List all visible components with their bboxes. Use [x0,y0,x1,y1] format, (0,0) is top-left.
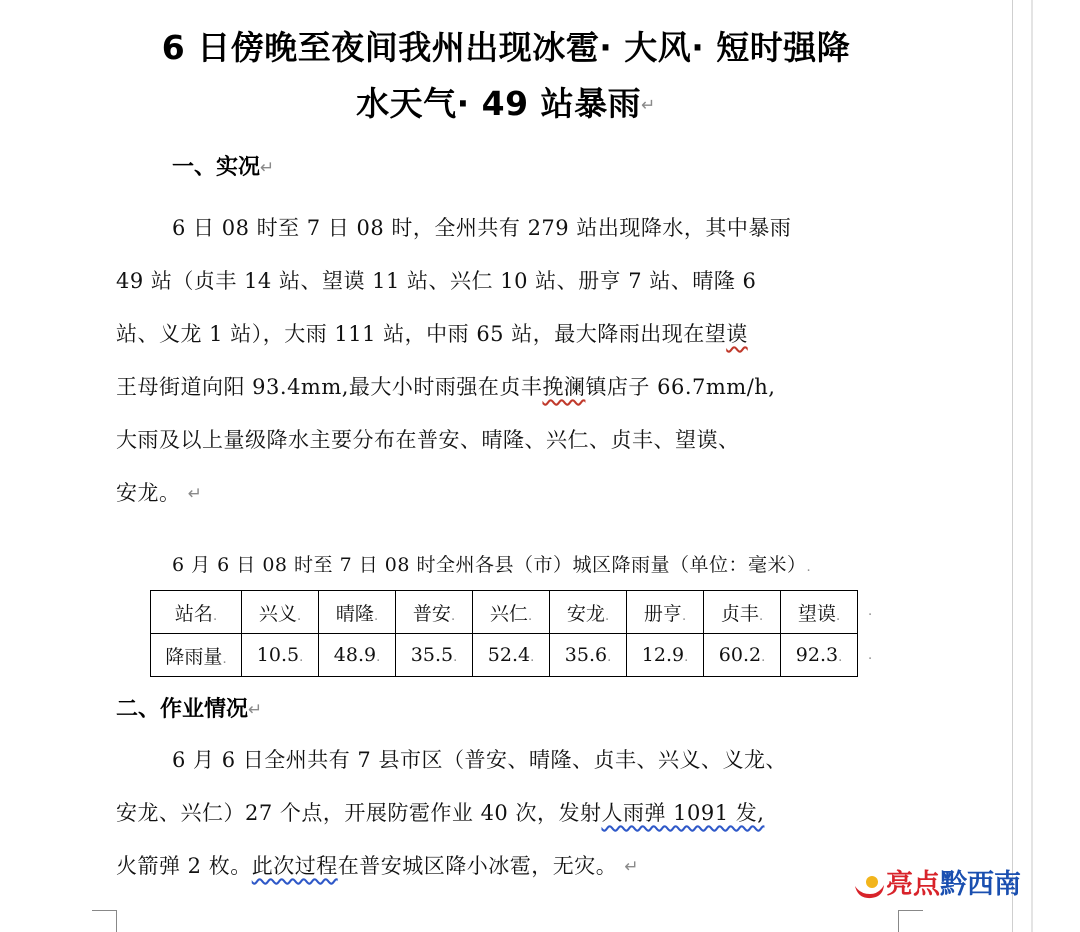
cell-mark: . [681,608,687,624]
cell-mark: . [212,608,218,624]
table-value-cell: 10.5. [242,634,319,677]
document-title-line-2: 水天气· 49 站暴雨↵ [356,84,656,123]
page-corner-mark-right [898,910,923,932]
table-value-cell: 35.5. [396,634,473,677]
paragraph-mark: ↵ [248,700,263,720]
body-line: 火箭弹 2 枚。此次过程在普安城区降小冰雹，无灾。 ↵ [116,854,640,878]
row-end-mark: . [868,648,873,663]
cell-mark: . [527,608,533,624]
cell-mark: . [761,650,766,665]
section-2-body [116,734,896,894]
table-station-cell: 兴仁. [473,591,550,634]
cell-mark: . [604,608,610,624]
section-1-body [116,202,896,521]
cell-mark: . [835,608,841,624]
table-station-cell: 贞丰. [704,591,781,634]
body-line: 6 日 08 时至 7 日 08 时，全州共有 279 站出现降水，其中暴雨 [172,216,792,240]
spellcheck-underline: 挽澜 [542,375,586,399]
table-station-cell: 兴义. [242,591,319,634]
paragraph-mark: ↵ [260,158,275,178]
table-value-cell: 12.9. [627,634,704,677]
rainfall-table [150,590,858,677]
page-corner-mark-left [92,910,117,932]
paragraph-mark: ↵ [641,95,656,116]
cell-mark: . [222,651,227,667]
cell-mark: . [376,650,381,665]
table-station-cell: 望谟. [781,591,858,634]
table-value-cell: 60.2. [704,634,781,677]
cell-mark: . [450,608,456,624]
paragraph-mark: ↵ [624,857,640,877]
cell-mark: . [373,608,379,624]
watermark-logo-icon [852,871,886,901]
document-title-line-1: 6 日傍晚至夜间我州出现冰雹· 大风· 短时强降 [161,28,851,67]
table-station-cell: 晴隆. [319,591,396,634]
table-station-cell: 普安. [396,591,473,634]
table-value-cell: 52.4. [473,634,550,677]
section-2-heading: 二、作业情况↵ [116,697,263,722]
cell-mark: . [530,650,535,665]
body-line: 安龙、兴仁）27 个点，开展防雹作业 40 次，发射人雨弹 1091 发, [116,801,765,825]
site-watermark: 亮点黔西南 [852,862,1021,901]
cell-mark: . [806,560,812,575]
scroll-track [1031,0,1033,932]
cell-mark: . [607,650,612,665]
table-value-cell: 48.9. [319,634,396,677]
body-line: 站、义龙 1 站），大雨 111 站，中雨 65 站，最大降雨出现在望谟 [116,322,748,346]
body-line: 49 站（贞丰 14 站、望谟 11 站、兴仁 10 站、册亨 7 站、晴隆 6 [116,269,757,293]
document-scroll-gutter [1012,0,1080,932]
table-row [151,634,858,677]
table-header-cell: 降雨量. [151,634,242,677]
table-row [151,591,858,634]
body-line: 6 月 6 日全州共有 7 县市区（普安、晴隆、贞丰、兴义、义龙、 [172,748,787,772]
cell-mark: . [838,650,843,665]
cell-mark: . [758,608,764,624]
spellcheck-underline: 谟 [726,322,748,346]
table-value-cell: 35.6. [550,634,627,677]
grammar-underline: 此次过程 [251,854,338,878]
table-header-cell: 站名. [151,591,242,634]
cell-mark: . [453,650,458,665]
cell-mark: . [684,650,689,665]
body-line: 大雨及以上量级降水主要分布在普安、晴隆、兴仁、贞丰、望谟、 [116,428,740,452]
grammar-underline: 人雨弹 1091 发, [601,801,765,825]
table-station-cell: 安龙. [550,591,627,634]
table-caption: 6 月 6 日 08 时至 7 日 08 时全州各县（市）城区降雨量（单位：毫米）. [172,554,812,576]
paragraph-mark: ↵ [187,484,203,504]
table-value-cell: 92.3. [781,634,858,677]
section-1-heading: 一、实况↵ [172,155,275,180]
cell-mark: . [299,650,304,665]
cell-mark: . [296,608,302,624]
body-line: 王母街道向阳 93.4mm,最大小时雨强在贞丰挽澜镇店子 66.7mm/h, [116,375,776,399]
row-end-mark: . [868,604,873,619]
table-station-cell: 册亨. [627,591,704,634]
body-line: 安龙。 ↵ [116,481,203,505]
